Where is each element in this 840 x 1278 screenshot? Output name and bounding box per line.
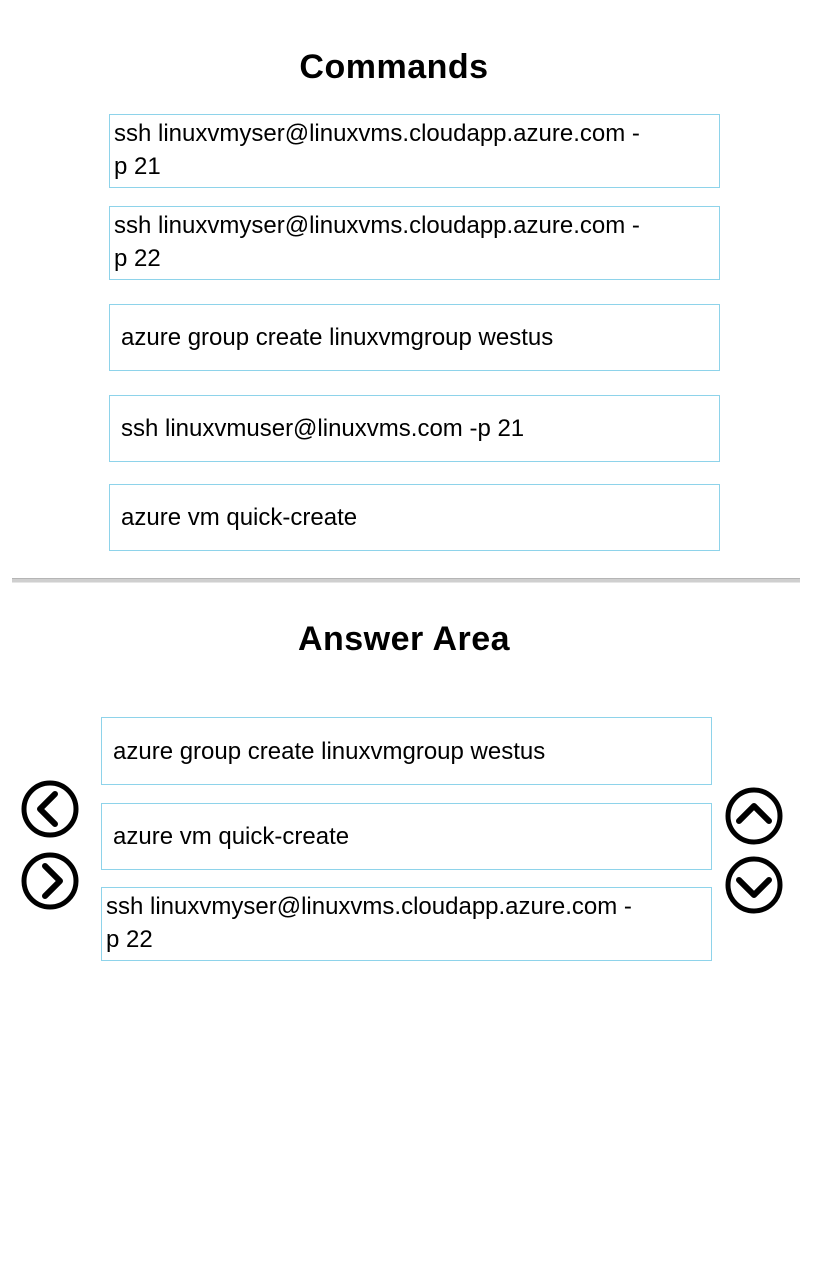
answer-item-3[interactable] (101, 887, 712, 961)
answer-area-title: Answer Area (297, 620, 511, 658)
command-item-1-line2: p 21 (114, 153, 161, 180)
command-item-1-line1: ssh linuxvmyser@linuxvms.cloudapp.azure.com - (114, 120, 640, 147)
answer-item-2-text: azure vm quick-create (113, 823, 350, 850)
command-item-3-text: azure group create linuxvmgroup westus (121, 324, 554, 351)
answer-item-3-line2: p 22 (106, 926, 153, 953)
command-item-5-text: azure vm quick-create (121, 504, 358, 531)
chevron-down-circle-icon (724, 855, 784, 915)
command-item-4-text: ssh linuxvmuser@linuxvms.com -p 21 (121, 415, 525, 442)
section-divider (12, 578, 800, 583)
command-item-3[interactable] (109, 304, 720, 371)
answer-item-1[interactable] (101, 717, 712, 785)
commands-title: Commands (299, 48, 489, 86)
command-item-2-line1: ssh linuxvmyser@linuxvms.cloudapp.azure.com - (114, 212, 640, 239)
answer-item-2[interactable] (101, 803, 712, 870)
command-item-4[interactable] (109, 395, 720, 462)
command-item-2[interactable] (109, 206, 720, 280)
chevron-right-circle-icon (20, 851, 80, 911)
move-right-button[interactable] (20, 851, 80, 911)
command-item-2-line2: p 22 (114, 245, 161, 272)
chevron-left-circle-icon (20, 779, 80, 839)
move-down-button[interactable] (724, 855, 784, 915)
move-left-button[interactable] (20, 779, 80, 839)
answer-item-1-text: azure group create linuxvmgroup westus (113, 737, 546, 765)
move-up-button[interactable] (724, 786, 784, 846)
command-item-5[interactable] (109, 484, 720, 551)
command-item-1[interactable] (109, 114, 720, 188)
answer-item-3-line1: ssh linuxvmyser@linuxvms.cloudapp.azure.com - (106, 893, 632, 920)
chevron-up-circle-icon (724, 786, 784, 846)
